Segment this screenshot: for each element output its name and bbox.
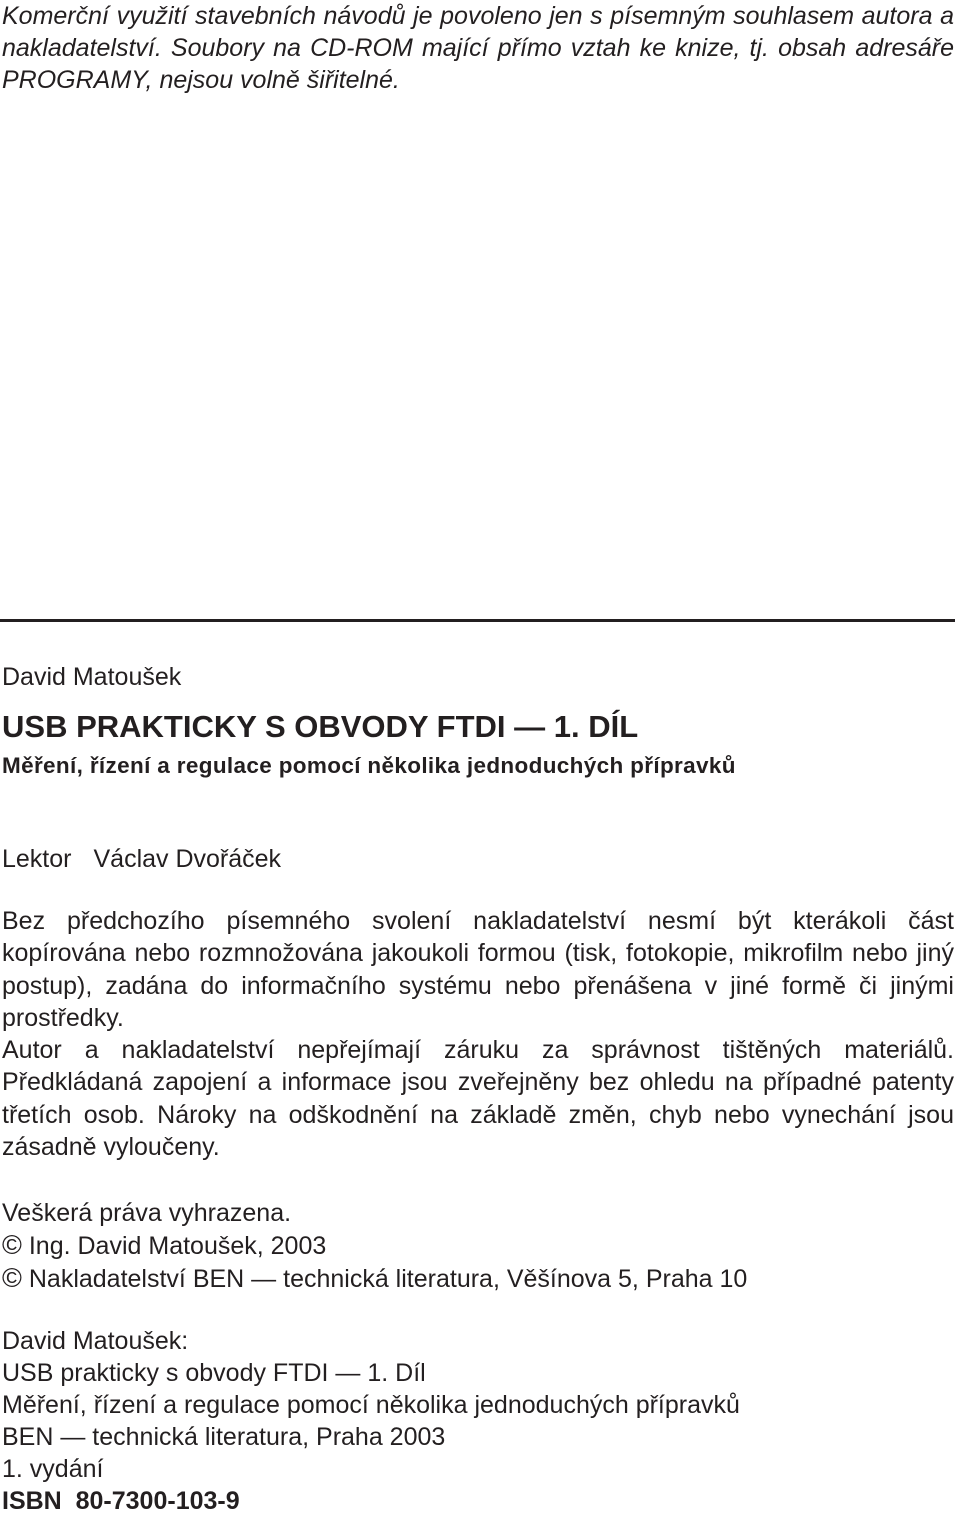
bibliographic-record	[2, 1325, 954, 1517]
biblio-subtitle: Měření, řízení a regulace pomocí několika jednoduchých přípravků	[2, 1391, 740, 1419]
lektor-name: Václav Dvořáček	[93, 845, 282, 873]
copyright-author: Ing. David Matoušek, 2003	[28, 1232, 327, 1260]
rights-reserved: Veškerá práva vyhrazena.	[2, 1199, 292, 1227]
biblio-isbn: ISBN 80-7300-103-9	[2, 1487, 240, 1515]
copyright-publisher-line	[2, 1262, 954, 1295]
copyright-publisher: Nakladatelství BEN — technická literatura, Věšínova 5, Praha 10	[28, 1265, 748, 1293]
book-title: USB PRAKTICKY S OBVODY FTDI — 1. DÍL	[2, 709, 639, 744]
legal-paragraph-2: Autor a nakladatelství nepřejímají záruku za správnost tištěných materiálů. Předkládaná zapojení a informace jsou zveřejněny bez ohledu na případné patenty třetích osob. Nároky na odškodnění na základě změn, chyb nebo vynechání jsou zásadně vyloučeny.	[2, 1036, 954, 1162]
lektor-line	[2, 843, 954, 875]
rights-block	[2, 1197, 954, 1295]
biblio-title: USB prakticky s obvody FTDI — 1. Díl	[2, 1359, 426, 1387]
copyright-icon: ©	[2, 1263, 22, 1293]
biblio-edition: 1. vydání	[2, 1455, 104, 1483]
copyright-author-line	[2, 1229, 954, 1262]
biblio-author: David Matoušek:	[2, 1327, 189, 1355]
book-author: David Matoušek	[2, 663, 182, 691]
horizontal-rule	[0, 619, 955, 622]
copyright-notice: Komerční využití stavebních návodů je povoleno jen s písemným souhlasem autora a nakladatelství. Soubory na CD-ROM mající přímo vztah ke knize, tj. obsah adresáře PROGRAMY, nejsou volně šiřitelné.	[2, 2, 954, 94]
legal-notice	[2, 905, 954, 1163]
book-subtitle: Měření, řízení a regulace pomocí několika jednoduchých přípravků	[2, 753, 736, 778]
legal-paragraph-1: Bez předchozího písemného svolení nakladatelství nesmí být kterákoli část kopírována nebo rozmnožována jakoukoli formou (tisk, fotokopie, mikrofilm nebo jiný postup), zadána do informačního systému nebo přenášena v jiné formě či jinými prostředky.	[2, 907, 954, 1032]
biblio-publisher: BEN — technická literatura, Praha 2003	[2, 1423, 446, 1451]
copyright-icon: ©	[2, 1230, 22, 1260]
lektor-label: Lektor	[2, 845, 72, 873]
